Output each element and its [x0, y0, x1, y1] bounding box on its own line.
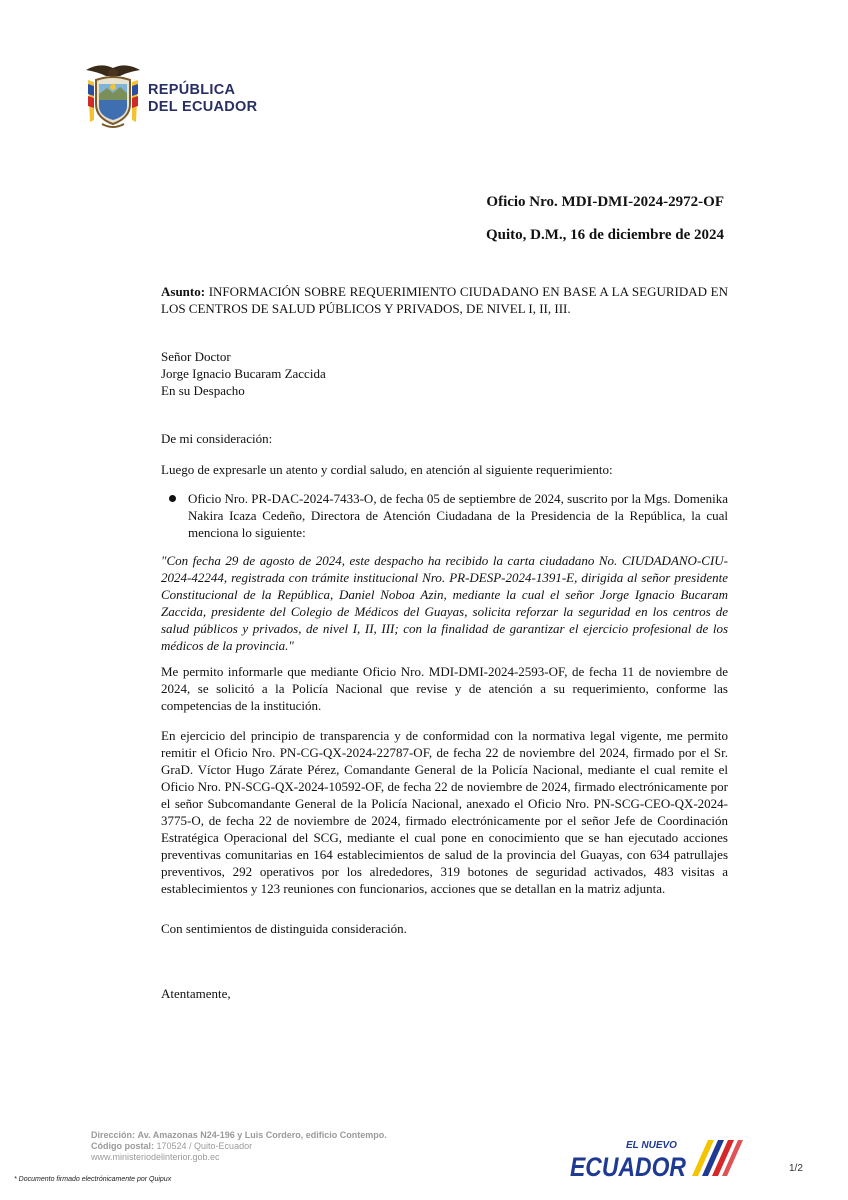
electronic-signature-note: * Documento firmado electrónicamente por Quipux: [14, 1176, 172, 1183]
bullet-icon: [169, 495, 176, 502]
logo-line-1: REPÚBLICA: [148, 82, 236, 98]
address-label: Dirección:: [91, 1130, 136, 1140]
address-value: Av. Amazonas N24-196 y Luis Cordero, edificio Contempo.: [137, 1130, 387, 1140]
intro-text: Luego de expresarle un atento y cordial saludo, en atención al siguiente requerimiento:: [161, 462, 613, 477]
paragraph-1-text: Me permito informarle que mediante Oficio Nro. MDI-DMI-2024-2593-OF, de fecha 11 de noviembre de 2024, se solicitó a la Policía Nacional que revise y de atención a su requerimiento, conforme las competencias de la institución.: [161, 664, 728, 713]
closing-text: Con sentimientos de distinguida consideración.: [161, 921, 407, 936]
farewell: [161, 985, 728, 1002]
brand-main-text: ECUADOR: [570, 1152, 687, 1182]
brand-top-text: EL NUEVO: [626, 1140, 677, 1151]
paragraph-1: [161, 663, 728, 714]
bullet-list: [161, 490, 728, 541]
quoted-text: [161, 552, 728, 654]
postal-label: Código postal:: [91, 1141, 154, 1151]
subject-block: [161, 283, 728, 317]
document-number: Oficio Nro. MDI-DMI-2024-2972-OF: [486, 194, 724, 210]
paragraph-2: [161, 727, 728, 897]
logo-line-2: DEL ECUADOR: [148, 99, 258, 115]
addressee-office: En su Despacho: [161, 383, 245, 398]
document-date: Quito, D.M., 16 de diciembre de 2024: [485, 227, 724, 243]
bullet-text: Oficio Nro. PR-DAC-2024-7433-O, de fecha 05 de septiembre de 2024, suscrito por la Mgs. Domenika Nakira Icaza Cedeño, Directora de Atención Ciudadana de la Presidencia de la República, la cual menciona lo siguiente:: [188, 491, 728, 540]
list-item: [161, 490, 728, 541]
website-link[interactable]: www.ministeriodelinterior.gob.ec: [91, 1152, 220, 1162]
greeting: [161, 430, 728, 447]
page-number: 1/2: [789, 1163, 803, 1174]
addressee-name: Jorge Ignacio Bucaram Zaccida: [161, 366, 326, 381]
logo-text: [148, 82, 257, 116]
farewell-text: Atentamente,: [161, 986, 231, 1001]
el-nuevo-ecuador-logo: [568, 1136, 746, 1182]
closing: [161, 920, 728, 937]
greeting-text: De mi consideración:: [161, 431, 273, 446]
addressee-block: [161, 348, 728, 399]
intro-paragraph: [161, 461, 728, 478]
subject-text: INFORMACIÓN SOBRE REQUERIMIENTO CIUDADANO EN BASE A LA SEGURIDAD EN LOS CENTROS DE SALUD PÚBLICOS Y PRIVADOS, DE NIVEL I, II, III.: [161, 284, 728, 316]
coat-of-arms-icon: [82, 60, 144, 130]
footer-contact: [91, 1130, 387, 1163]
subject-label: Asunto:: [161, 284, 206, 299]
paragraph-2-text: En ejercicio del principio de transparencia y de conformidad con la normativa legal vigente, me permito remitir el Oficio Nro. PN-CG-QX-2024-22787-OF, de fecha 22 de noviembre del 2024, firmado por el Sr. GraD. Víctor Hugo Zárate Pérez, Comandante General de la Policía Nacional, mediante el cual remite el Oficio Nro. PN-SCG-QX-2024-10592-OF, de fecha 22 de noviembre de 2024, firmado electrónicamente por el señor Subcomandante General de la Policía Nacional, anexado el Oficio Nro. PN-SCG-CEO-QX-2024-3775-O, de fecha 22 de noviembre de 2024, firmado electrónicamente por el señor Jefe de Coordinación Estratégica Operacional del SCG, mediante el cual pone en conocimiento que se han ejecutado acciones preventivas comunitarias en 164 establecimientos de salud de la provincia del Guayas, con 634 patrullajes preventivos, 292 operativos por los alrededores, 319 botones de seguridad activados, 483 visitas a establecimientos y 123 reuniones con funcionarios, acciones que se detallan en la matriz adjunta.: [161, 728, 728, 896]
republica-ecuador-logo: [82, 60, 322, 130]
addressee-title: Señor Doctor: [161, 349, 231, 364]
flag-stripes-icon: [692, 1140, 743, 1176]
quote-paragraph: "Con fecha 29 de agosto de 2024, este despacho ha recibido la carta ciudadano No. CIUDADANO-CIU-2024-42244, registrada con trámite institucional Nro. PR-DESP-2024-1391-E, dirigida al señor presidente Constitucional de la República, Daniel Noboa Azin, mediante la cual el señor Jorge Ignacio Bucaram Zaccida, presidente del Colegio de Médicos del Guayas, solicita reforzar la seguridad en los centros de salud públicos y privados, de nivel I, II, III; con la finalidad de garantizar el ejercicio profesional de los médicos de la provincia.": [161, 553, 728, 653]
postal-value: 170524 / Quito-Ecuador: [156, 1141, 253, 1151]
